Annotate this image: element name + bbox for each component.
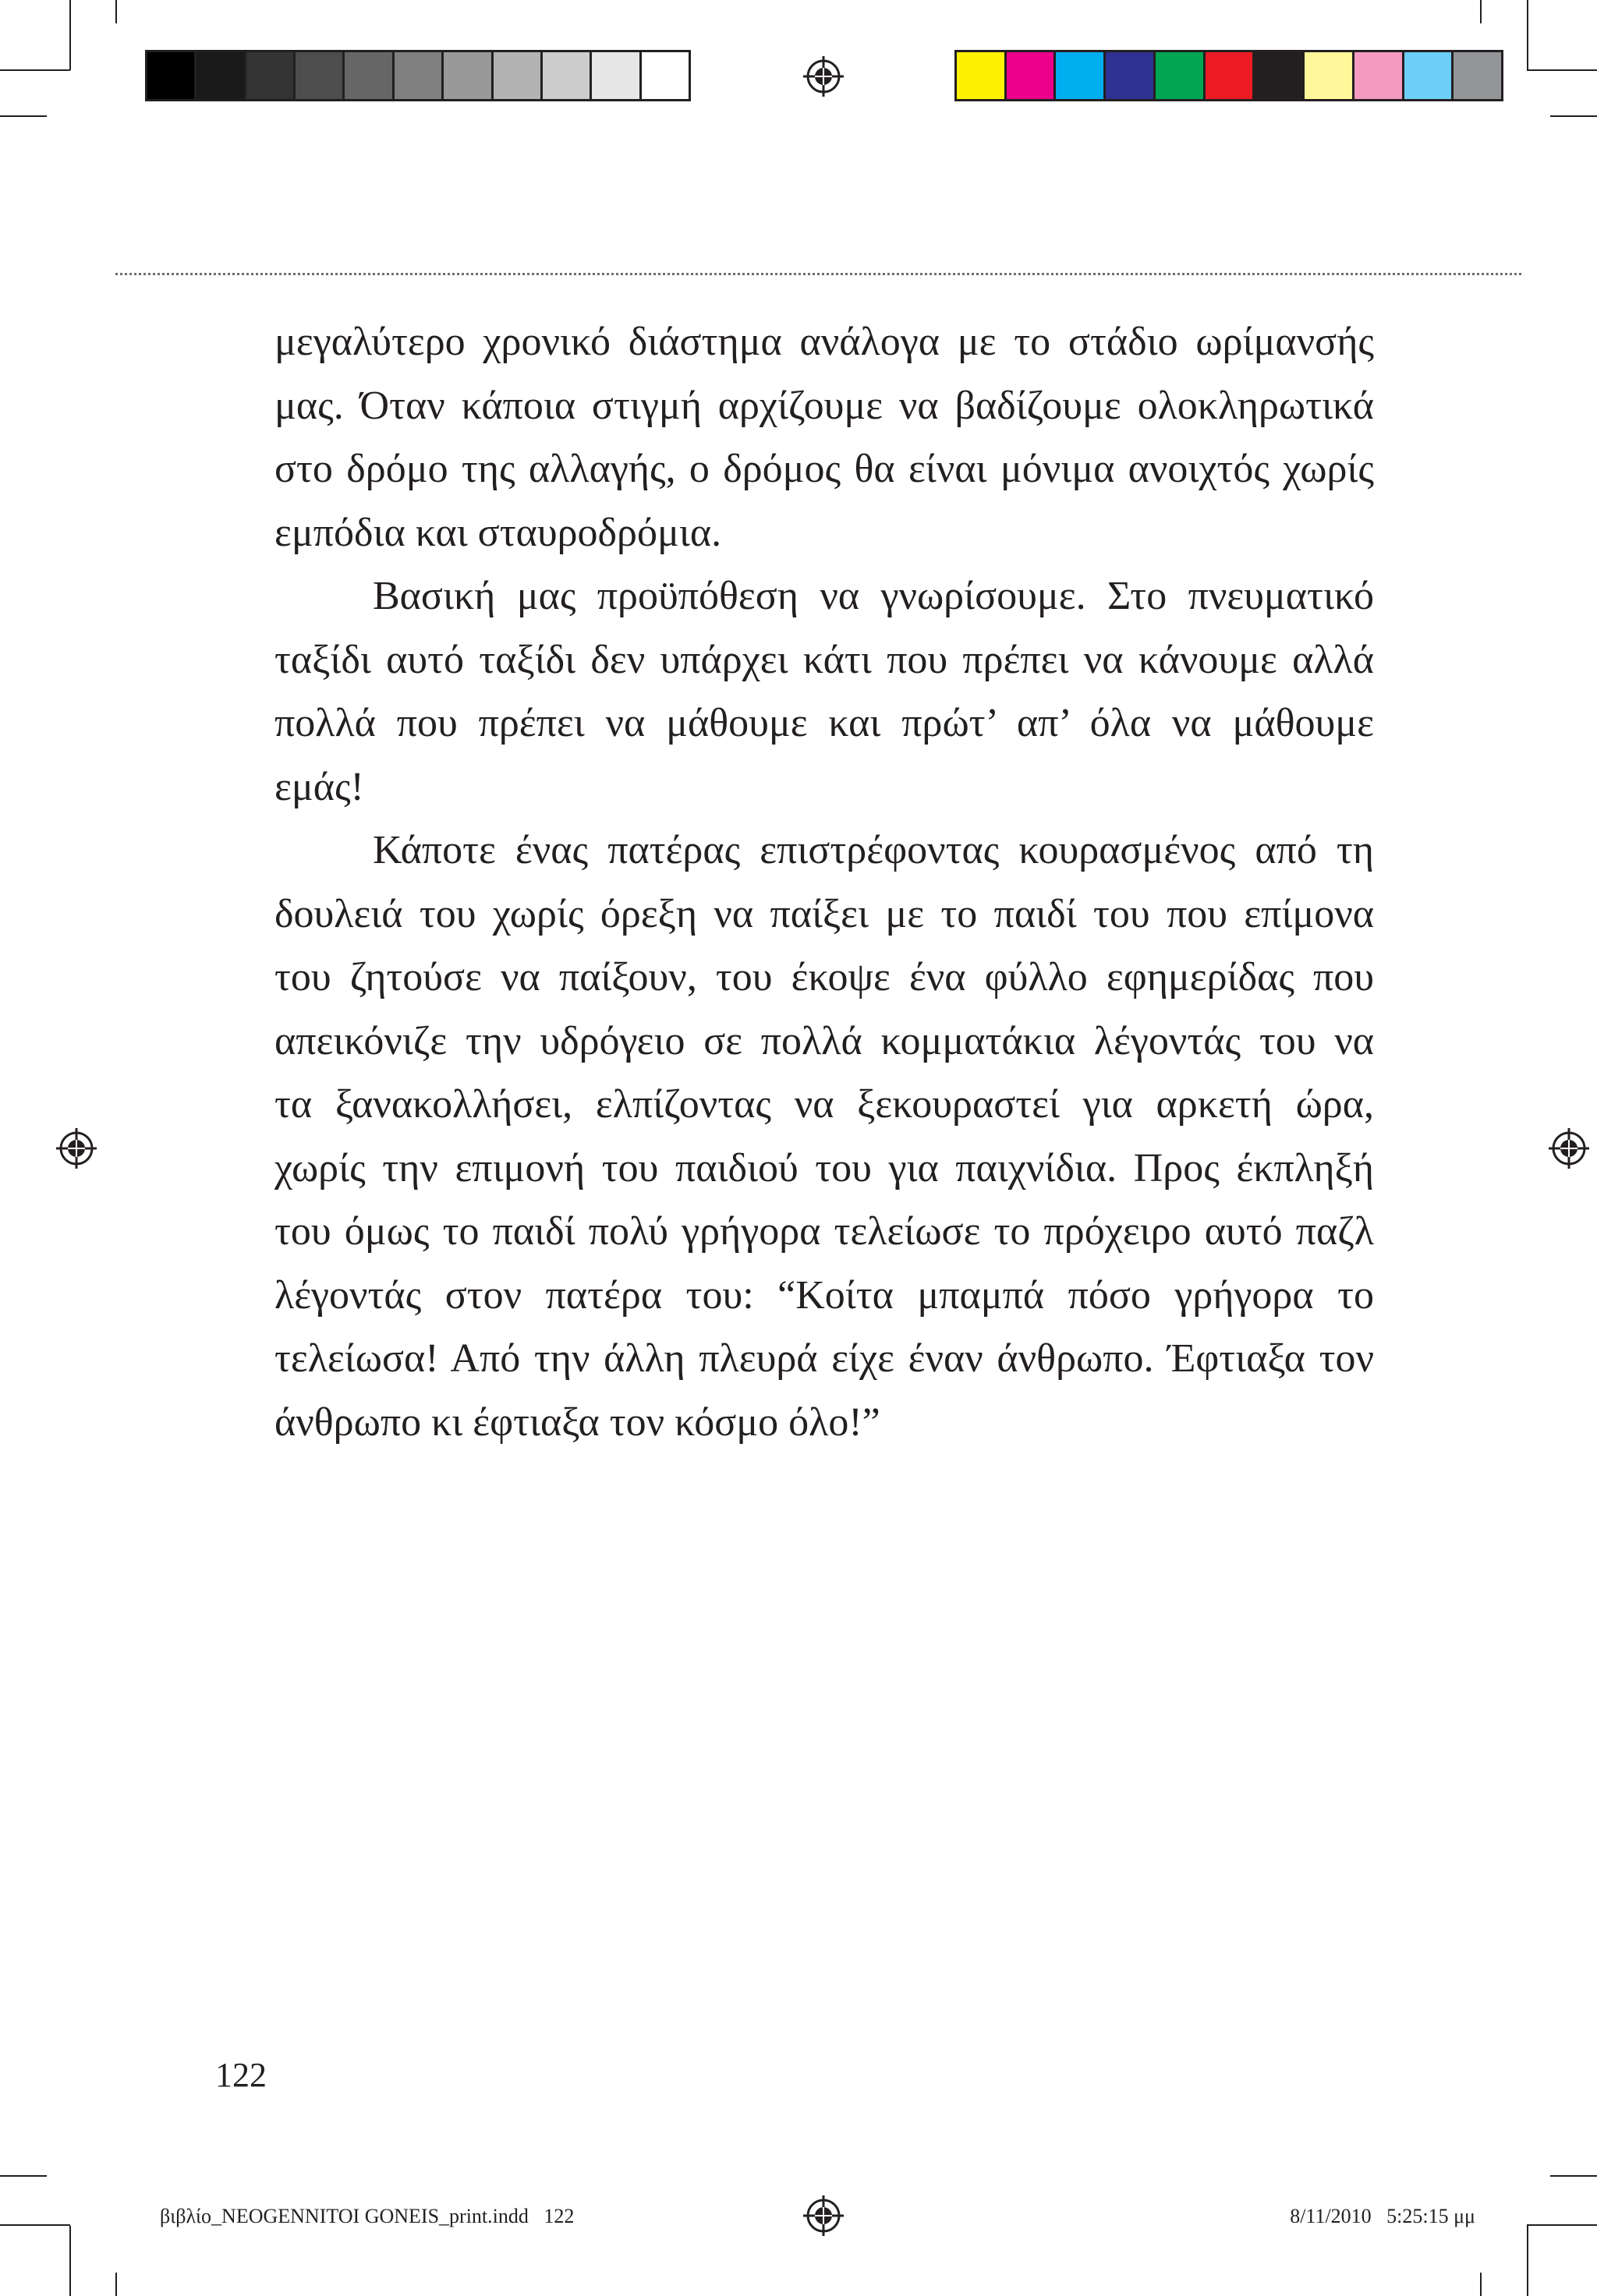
crop-mark-tl-v — [69, 0, 71, 70]
crop-mark-br-v — [1527, 2226, 1528, 2296]
bleed-mark-br — [1550, 2175, 1597, 2177]
paragraph-line: τελείωσα! Από την άλλη πλευρά είχε έναν άνθρωπο. Έφτιαξα τον — [274, 1336, 1374, 1381]
color-swatch — [494, 52, 543, 99]
color-swatch — [1007, 52, 1057, 99]
color-swatch — [1206, 52, 1255, 99]
registration-mark-right-icon — [1547, 1127, 1591, 1170]
paragraph-line: εμάς! — [274, 764, 364, 809]
color-swatch — [296, 52, 345, 99]
paragraph-line: Βασική μας προϋπόθεση να γνωρίσουμε. Στο πνευματικό — [373, 574, 1374, 618]
crop-mark-br-h — [1527, 2224, 1597, 2226]
paragraph-line: τα ξανακολλήσει, ελπίζοντας να ξεκουραστεί για αρκετή ώρα, — [274, 1082, 1374, 1127]
paragraph-line: στο δρόμο της αλλαγής, ο δρόμος θα είναι μόνιμα ανοιχτός χωρίς — [274, 447, 1374, 491]
paragraph-line: ταξίδι αυτό ταξίδι δεν υπάρχει κάτι που πρέπει να κάνουμε αλλά — [274, 637, 1374, 682]
bleed-mark-br-v — [1480, 2273, 1482, 2296]
crop-mark-bl-h — [0, 2224, 70, 2226]
color-swatch — [1454, 52, 1501, 99]
color-swatch — [444, 52, 493, 99]
color-swatch — [1354, 52, 1404, 99]
registration-mark-left-icon — [55, 1127, 98, 1170]
paragraph-line: μας. Όταν κάποια στιγμή αρχίζουμε να βαδίζουμε ολοκληρωτικά — [274, 383, 1374, 428]
bleed-mark-tr-v — [1480, 0, 1482, 23]
paragraph-line: πολλά που πρέπει να μάθουμε και πρώτ’ απ’ όλα να μάθουμε — [274, 701, 1374, 745]
color-swatch — [543, 52, 592, 99]
header-dotted-rule — [115, 273, 1521, 275]
paragraph-line: Κάποτε ένας πατέρας επιστρέφοντας κουρασμένος από τη — [373, 828, 1374, 872]
body-text — [274, 310, 1374, 1454]
color-swatch — [147, 52, 197, 99]
paragraph-line: λέγοντάς στον πατέρα του: “Κοίτα μπαμπά πόσο γρήγορα το — [274, 1272, 1374, 1318]
color-swatch — [197, 52, 246, 99]
crop-mark-tr-v — [1527, 0, 1528, 70]
color-swatch — [642, 52, 689, 99]
crop-mark-tl-h — [0, 69, 70, 71]
paragraph-line: απεικόνιζε την υδρόγειο σε πολλά κομματάκια λέγοντάς του να — [274, 1018, 1374, 1063]
paragraph-line: εμπόδια και σταυροδρόμια. — [274, 510, 722, 555]
color-swatch — [592, 52, 641, 99]
color-swatch — [1305, 52, 1354, 99]
bleed-mark-tl-v — [115, 0, 117, 23]
paragraph-line: άνθρωπο κι έφτιαξα τον κόσμο όλο!” — [274, 1399, 880, 1445]
bleed-mark-bl — [0, 2175, 47, 2177]
paragraph-line: δουλειά του χωρίς όρεξη να παίξει με το παιδί του που επίμονα — [274, 891, 1374, 936]
bleed-mark-tr — [1550, 115, 1597, 117]
color-swatch — [957, 52, 1007, 99]
slug-timestamp: 8/11/2010 5:25:15 μμ — [1290, 2205, 1475, 2227]
crop-mark-bl-v — [69, 2226, 71, 2296]
bleed-mark-bl-v — [115, 2273, 117, 2296]
grayscale-control-strip — [145, 50, 691, 101]
registration-mark-bottom-icon — [802, 2194, 845, 2238]
color-control-strip — [954, 50, 1503, 101]
color-swatch — [1056, 52, 1106, 99]
paragraph-line: του όμως το παιδί πολύ γρήγορα τελείωσε το πρόχειρο αυτό παζλ — [274, 1209, 1374, 1254]
paragraph-line: μεγαλύτερο χρονικό διάστημα ανάλογα με το στάδιο ωρίμανσής — [274, 320, 1374, 364]
page-number: 122 — [215, 2056, 267, 2094]
paragraph-line: χωρίς την επιμονή του παιδιού του για παιχνίδια. Προς έκπληξή — [274, 1145, 1374, 1190]
color-swatch — [1404, 52, 1454, 99]
registration-mark-top-icon — [802, 55, 845, 98]
paragraph-line: του ζητούσε να παίξουν, του έκοψε ένα φύλλο εφημερίδας που — [274, 955, 1374, 999]
color-swatch — [1106, 52, 1156, 99]
color-swatch — [345, 52, 394, 99]
color-swatch — [1156, 52, 1206, 99]
slug-filename: βιβλίο_NEOGENNITOI GONEIS_print.indd 122 — [160, 2205, 575, 2227]
color-swatch — [395, 52, 444, 99]
crop-mark-tr-h — [1527, 69, 1597, 71]
color-swatch — [1255, 52, 1305, 99]
color-swatch — [246, 52, 296, 99]
bleed-mark-tl — [0, 115, 47, 117]
